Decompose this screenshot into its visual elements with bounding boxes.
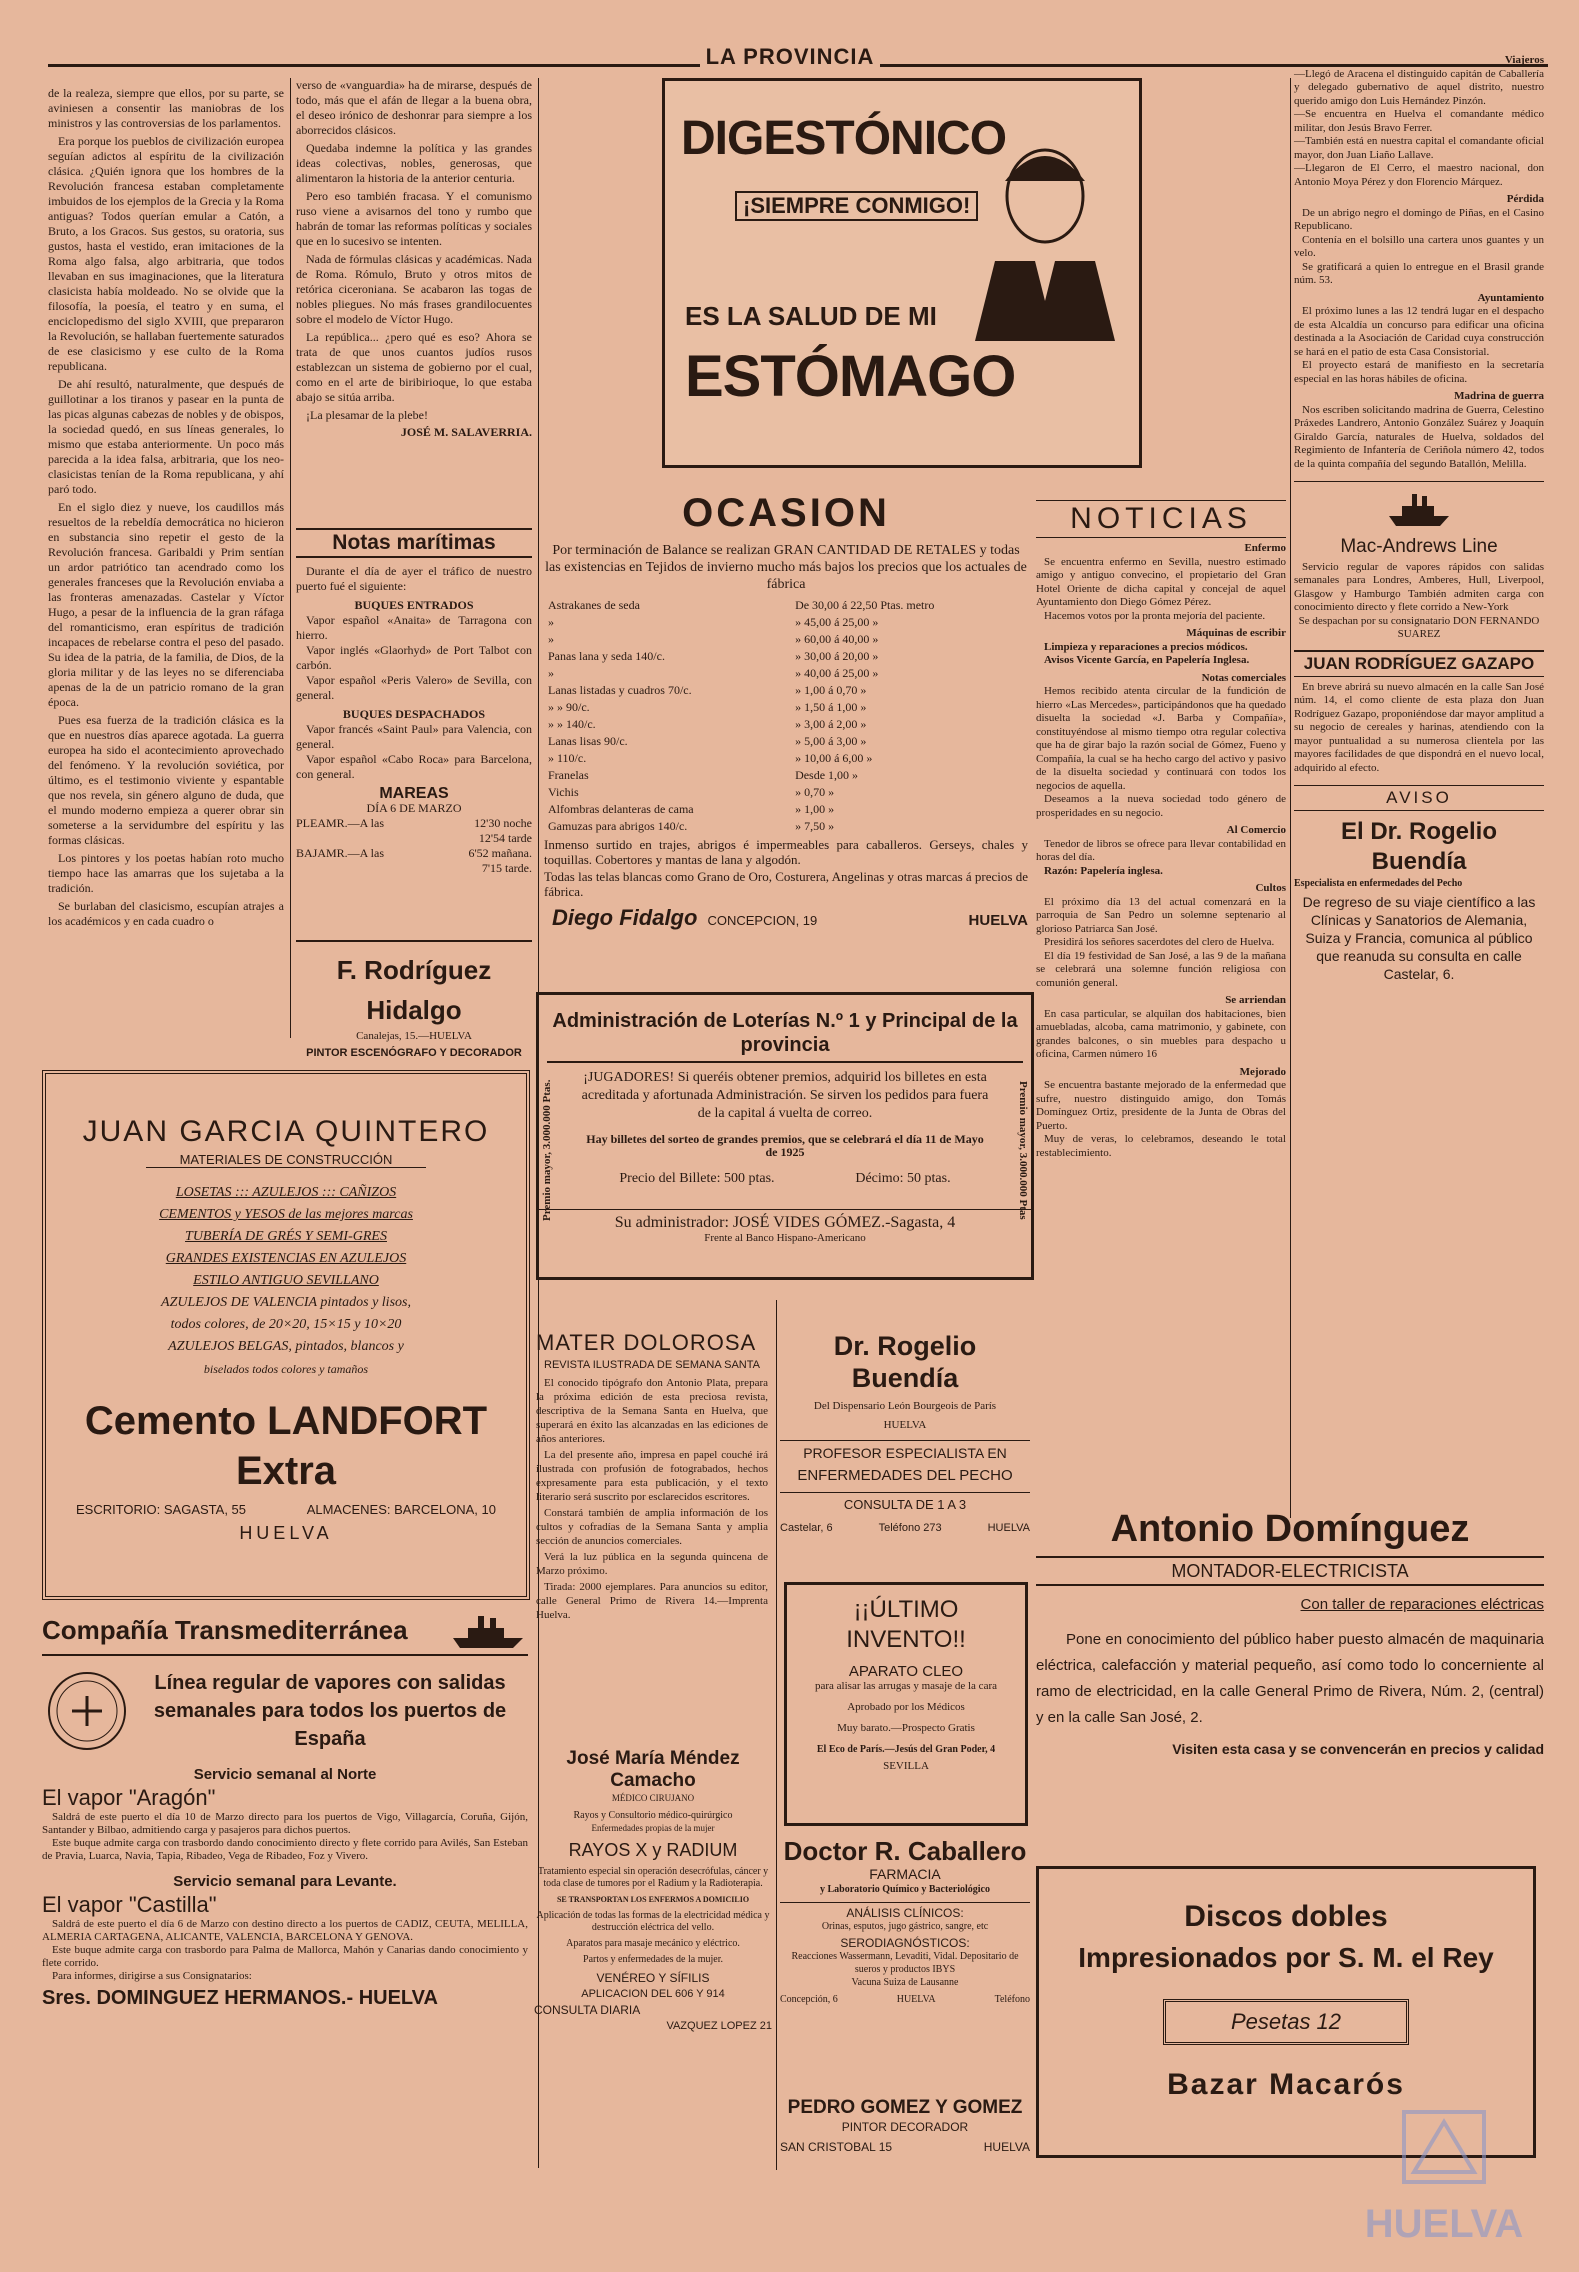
ad-slogan: ¡SIEMPRE CONMIGO!: [735, 191, 978, 221]
ad-spec: ENFERMEDADES DEL PECHO: [797, 1467, 1013, 1484]
news-heading: Mejorado: [1239, 1065, 1286, 1078]
price-item: Vichis: [548, 785, 579, 799]
ad-sorteo: Hay billetes del sorteo de grandes premios, que se celebrará el día 11 de Mayo de 1925: [586, 1132, 984, 1159]
price-item: Astrakanes de seda: [548, 598, 640, 612]
news-heading: Ayuntamiento: [1477, 291, 1544, 304]
article-paragraph: de la realeza, siempre que ellos, por su parte, se aviniesen a consentir las maniobras de los ministros y las controversias de los parlamentos.: [48, 86, 284, 130]
ad-title: Administración de Loterías N.º 1 y Principal de la provincia: [547, 1009, 1023, 1063]
pleamar-time: 12'30 noche: [474, 816, 532, 830]
ad-decimo: Décimo: 50 ptas.: [855, 1171, 951, 1186]
news-paragraph: El proyecto estará de manifiesto en la secretaría especial en las horas hábiles de oficina.: [1294, 359, 1544, 385]
ad-city: HUELVA: [896, 1994, 936, 2005]
ad-address: SAN CRISTOBAL 15: [780, 2140, 893, 2154]
news-paragraph: Se gratificará a quien lo entregue en el Brasil grande núm. 53.: [1294, 260, 1544, 286]
noticias-column: [1036, 500, 1286, 1460]
levante-paragraph: Para informes, dirigirse a sus Consignatarios:: [52, 1970, 252, 1982]
news-paragraph: Hacemos votos por la pronta mejoría del paciente.: [1044, 609, 1266, 622]
ad-visit: Visiten esta casa y se convencerán en precios y calidad: [1172, 1741, 1544, 1757]
norte-paragraph: Este buque admite carga con trasbordo dando conocimiento directo y flete corrido para Avilés, San Esteban de Pravia, Luarca, Navia, Tapia, Ribadeo, Vega de Ribadeo, Foz y Vivero.: [42, 1837, 528, 1862]
price-value: » 0,70 »: [795, 785, 835, 799]
news-paragraph: Tenedor de libros se ofrece para llevar contabilidad en horas del día.: [1036, 837, 1286, 863]
ad-ultimo-invento: [784, 1582, 1028, 1826]
ad-product-line: ESTILO ANTIGUO SEVILLANO: [193, 1273, 379, 1288]
ad-approved: Aprobado por los Médicos: [847, 1701, 965, 1713]
price-item: »: [548, 615, 554, 629]
news-heading: Máquinas de escribir: [1186, 627, 1286, 639]
news-paragraph: Nos escriben solicitando madrina de Guerra, Celestino Práxedes Landrero, Antonio González Suárez y Joaquín Giraldo García, naturales de Huelva, soldados del Regimiento de Infantería de Ceriñola número 42, todos de la quinta compañía del segundo Batallón, Melilla.: [1294, 403, 1544, 470]
price-item: » 110/c.: [548, 751, 587, 765]
price-item: »: [548, 666, 554, 680]
ad-product-line: AZULEJOS BELGAS, pintados, blancos y: [168, 1339, 404, 1354]
norte-title: Servicio semanal al Norte: [193, 1766, 377, 1783]
ad-subtitle: REVISTA ILUSTRADA DE SEMANA SANTA: [544, 1359, 760, 1371]
ad-prof: PROFESOR ESPECIALISTA EN: [780, 1440, 1030, 1461]
ad-buendia-pecho: [780, 1330, 1030, 1560]
news-heading: Notas comerciales: [1201, 671, 1286, 684]
ad-city: HUELVA: [987, 1522, 1030, 1534]
ad-address: Canalejas, 15.—HUELVA: [356, 1030, 472, 1042]
news-paragraph: Se encuentra bastante mejorado de la enfermedad que sufre, nuestro distinguido amigo, don Tomás Domínguez Ortiz, presidente de la Junta de Obras del Puerto.: [1036, 1079, 1286, 1132]
article-paragraph: En el siglo diez y nueve, los caudillos más resueltos de la rebeldía democrática no hicieron en substancia sino repetir el gesto de la Revolución francesa. Garibaldi y Prim sentían un ardor patriótico tan acendrado como los generales franceses que la Revolución enviaba a las fronteras amenazadas. Castelar y Víctor Hugo, a pesar de la influencia de la gran ráfaga del romanticismo, eran espíritus de tradición incapaces de rebelarse contra el peso del pasado. Su idea de la patria, de la familia, de Dios, de la gloria militar y de las leyes no se diferenciaba apenas de la de un patricio romano de la gran época.: [48, 500, 284, 709]
notas-maritimas-section: [296, 528, 532, 928]
ad-city: HUELVA: [983, 2140, 1030, 2154]
article-paragraph: La república... ¿pero qué es eso? Ahora se trata de que unos cuantos judíos rusos establezcan un sistema de gobierno por el cual, como en el arte de biribirioque, lo que estaba abajo se sitúa arriba.: [296, 330, 532, 404]
price-row: [544, 750, 1028, 767]
news-paragraph: Contenía en el bolsillo una cartera unos guantes y un velo.: [1294, 233, 1544, 259]
article-paragraph: Pero eso también fracasa. Y el comunismo ruso viene a avisarnos del tono y rumbo que habrán de tomar las reformas políticas y sociales que en lo sucesivo se intenten.: [296, 189, 532, 248]
ship-icon: [448, 1610, 528, 1650]
ad-garcia-quintero: [42, 1070, 530, 1600]
ad-analisis-text: Orinas, esputos, jugo gástrico, sangre, etc: [821, 1921, 989, 1932]
coat-of-arms-icon: [1384, 2102, 1504, 2192]
ad-escritorio: ESCRITORIO: SAGASTA, 55: [76, 1502, 247, 1517]
ad-shop: El Eco de París.—Jesús del Gran Poder, 4: [816, 1744, 996, 1755]
ad-location: Frente al Banco Hispano-Americano: [704, 1232, 866, 1244]
ad-trade: PINTOR DECORADOR: [841, 2120, 969, 2134]
ad-spec: Enfermedades propias de la mujer: [591, 1823, 715, 1833]
news-paragraph: De un abrigo negro el domingo de Piñas, en el Casino Republicano.: [1294, 206, 1544, 232]
ad-consulta: CONSULTA DIARIA: [534, 2003, 641, 2017]
news-paragraph: Razón: Papelería inglesa.: [1044, 864, 1163, 877]
price-value: De 30,00 á 22,50 Ptas. metro: [795, 598, 935, 612]
notas-intro: Durante el día de ayer el tráfico de nuestro puerto fué el siguiente:: [296, 564, 532, 593]
ad-text: ¡JUGADORES! Si queréis obtener premios, adquirid los billetes en esta acreditada y afortunada Administración. Se sirven los pedidos para fuera de la capital á vuelta de correo.: [581, 1070, 989, 1121]
ad-paragraph: Verá la luz pública en la segunda quincena de Marzo próximo.: [536, 1551, 768, 1577]
news-paragraph: Presidirá los señores sacerdotes del clero de Huelva.: [1044, 936, 1275, 948]
pleamar-time: 12'54 tarde: [478, 831, 532, 845]
ad-name: José María Méndez Camacho: [566, 1748, 740, 1791]
entrados-title: BUQUES ENTRADOS: [354, 598, 474, 612]
article-paragraph: De ahí resultó, naturalmente, que después de guillotinar a los tiranos y pasear en la punta de las picas algunas cabezas de nobles y de obispos, la sociedad quedó, en sus líneas generales, lo mismo que estaba anteriormente. Un poco más parecida a la idea falsa, arbitraria, que los neo-clasicistas tenían de la Roma republicana, y ahí paró todo.: [48, 377, 284, 496]
ad-product-line: biselados todos colores y tamaños: [203, 1362, 369, 1376]
news-paragraph: —Llegó de Aracena el distinguido capitán de Caballería y delegado gubernativo de aquel distrito, nuestro querido amigo don Luis Hernández Pinzón.: [1294, 67, 1544, 107]
man-with-glass-illustration: [965, 141, 1125, 341]
notas-title: Notas marítimas: [296, 528, 532, 558]
ad-sub: Del Dispensario León Bourgeois de París: [813, 1400, 997, 1412]
price-value: » 7,50 »: [795, 819, 835, 833]
news-paragraph: Se despachan por su consignatario DON FERNANDO SUAREZ: [1298, 614, 1540, 640]
news-paragraph: Limpieza y reparaciones a precios módicos.: [1044, 640, 1248, 653]
price-row: [544, 716, 1028, 733]
ad-mater-dolorosa: [536, 1330, 768, 1750]
buendia-name: El Dr. Rogelio Buendía: [1340, 818, 1498, 875]
price-item: »: [548, 632, 554, 646]
price-row: [544, 597, 1028, 614]
ad-trade: PINTOR ESCENÓGRAFO Y DECORADOR: [306, 1047, 522, 1059]
price-item: Lanas lisas 90/c.: [548, 734, 628, 748]
ad-name: PEDRO GOMEZ Y GOMEZ: [787, 2097, 1023, 2118]
article-paragraph: Pues esa fuerza de la tradición clásica es la que en nuestros días aparece agotada. La guerra europea ha sido el acontecimiento aprovechado del fenómeno. Y la revolución soviética, por último, es el testimonio viviente y espantable que nos revela, sin género alguno de duda, que el mundo moderno empieza a querer obrar sin someterse a la servidumbre del espíritu y las formas clásicas.: [48, 713, 284, 847]
price-value: » 1,50 á 1,00 »: [795, 700, 867, 714]
entrado-item: Vapor español «Peris Valero» de Sevilla, con general.: [296, 673, 532, 702]
article-paragraph: Era porque los pueblos de civilización europea seguían adictos al espíritu de la civilización clásica. ¿Quién ignora que los hombres de la Revolución francesa estaban completamente imbuidos de los ejemplos de la Grecia y la Roma antiguas? Todos querían emular a Catón, a Bruto, a los Gracos. Sus gestos, su oratoria, sus gustos, hasta el vestido, eran imitaciones de la Roma algo falsa, algo arbitraria, que todos llevaban en sus imaginaciones, que la literatura clasicista había moldeado. No se olvide que la filosofía, la poesía, el teatro y en suma, el enciclopedismo del siglo XVIII, que prepararon la Revolución, se hallaban fuertemente saturados de ese clasicismo y ese culto de la Roma republicana.: [48, 134, 284, 373]
ad-paragraph: Constará también de amplia información de los cultos y cofradías de la Semana Santa y amplia sección de anuncios comerciales.: [536, 1507, 768, 1547]
ad-line-2: ESTÓMAGO: [685, 344, 1016, 409]
price-value: » 1,00 »: [795, 802, 835, 816]
price-item: Alfombras delanteras de cama: [548, 802, 694, 816]
ad-side-text: Premio mayor, 3.000.000 Ptas.: [541, 1079, 553, 1221]
ad-extra: Inmenso surtido en trajes, abrigos é impermeables para caballeros. Gerseys, chales y toquillas. Cobertores y mantas de lana y algodón.: [544, 837, 1028, 867]
price-item: » » 140/c.: [548, 717, 596, 731]
entrado-item: Vapor español «Anaita» de Tarragona con hierro.: [296, 613, 532, 642]
news-paragraph: El próximo lunes a las 12 tendrá lugar en el despacho de esta Alcaldía un concurso para edificar una oficina destinada a la Asociación de Caridad cuya construcción se hará en el patio de esta Casa Consistorial.: [1294, 305, 1544, 358]
ad-name: JUAN GARCIA QUINTERO: [82, 1115, 490, 1148]
price-item: Gamuzas para abrigos 140/c.: [548, 819, 688, 833]
ad-name: Antonio Domínguez: [1110, 1508, 1470, 1550]
ad-transmediterranea: [42, 1610, 528, 2170]
news-paragraph: —Llegaron de El Cerro, el maestro nacional, don Antonio Moya Pérez y don Florencio Márquez.: [1294, 162, 1544, 188]
ad-analisis: ANÁLISIS CLÍNICOS:: [780, 1902, 1030, 1920]
news-paragraph: —Se encuentra en Huelva el comandante médico militar, don Jesús Bravo Ferrer.: [1294, 108, 1544, 134]
ad-admin: Su administrador: JOSÉ VIDES GÓMEZ.-Sagasta, 4: [539, 1209, 1031, 1232]
news-heading: Enfermo: [1244, 542, 1286, 554]
ad-product: APARATO CLEO: [848, 1663, 964, 1680]
ad-line-1: ES LA SALUD DE MI: [685, 301, 937, 331]
ad-city: HUELVA: [239, 1523, 333, 1543]
column-divider: [290, 78, 291, 1038]
ad-title: Impresionados por S. M. el Rey: [1078, 1942, 1494, 1973]
ad-consulta: CONSULTA DE 1 A 3: [780, 1492, 1030, 1512]
masthead-title: LA PROVINCIA: [700, 44, 880, 70]
price-value: » 30,00 á 20,00 »: [795, 649, 879, 663]
ad-product-line: GRANDES EXISTENCIAS EN AZULEJOS: [165, 1251, 407, 1266]
ad-paragraph: El conocido tipógrafo don Antonio Plata, prepara la próxima edición de esta preciosa revista, descriptiva de la Semana Santa en Huelva, que superará en éxito las alcanzadas en las ediciones de años anteriores.: [536, 1377, 768, 1445]
news-paragraph: —También está en nuestra capital el comandante oficial mayor, don Juan Liaño Lallave.: [1294, 135, 1544, 161]
ad-aplic: APLICACION DEL 606 Y 914: [581, 1988, 725, 2000]
article-paragraph: Los pintores y los poetas habían roto mucho tiempo hace las amarras que los sujetaba a la tradición.: [48, 851, 284, 895]
price-row: [544, 767, 1028, 784]
news-heading: Se arriendan: [1225, 994, 1286, 1006]
ad-line: Línea regular de vapores con salidas semanales para todos los puertos de España: [153, 1672, 507, 1750]
news-heading: Cultos: [1255, 882, 1286, 894]
ad-name: Doctor R. Caballero: [783, 1836, 1027, 1866]
levante-paragraph: Saldrá de este puerto el día 6 de Marzo con destino directo a los puertos de CADIZ, CEUTA, MELILLA, ALMERIA CARTAGENA, ALICANTE, VALENCIA, BARCELONA Y GENOVA.: [42, 1918, 528, 1943]
ad-trade: MONTADOR-ELECTRICISTA: [1036, 1556, 1544, 1586]
ad-vacuna: Vacuna Suiza de Lausanne: [851, 1977, 959, 1988]
column-divider: [776, 1300, 777, 2170]
news-paragraph: En breve abrirá su nuevo almacén en la calle San José núm. 14, el como cliente de esta plaza don Juan Rodríguez Gazapo, proponiéndose dar mayor amplitud a su negocio de cereales y harinas, atendiendo con la mayor puntualidad a su numerosa clientela por las mayores facilidades de que dispondrá en el nuevo local, adquirido al efecto.: [1294, 680, 1544, 774]
despachado-item: Vapor francés «Saint Paul» para Valencia, con general.: [296, 722, 532, 751]
entrado-item: Vapor inglés «Glaorhyd» de Port Talbot con carbón.: [296, 643, 532, 672]
ad-address: VAZQUEZ LOPEZ 21: [666, 2020, 772, 2032]
ad-title: DIGESTÓNICO: [681, 112, 1007, 165]
despachados-title: BUQUES DESPACHADOS: [342, 707, 486, 721]
ad-title: MATER DOLOROSA: [536, 1330, 757, 1355]
ad-almacenes: ALMACENES: BARCELONA, 10: [306, 1502, 496, 1517]
ad-city: HUELVA: [883, 1419, 927, 1431]
price-row: [544, 614, 1028, 631]
levante-title: Servicio semanal para Levante.: [173, 1873, 397, 1890]
ad-city: HUELVA: [968, 912, 1028, 929]
ad-name: F. Rodríguez Hidalgo: [336, 955, 492, 1025]
article-paragraph: Quedaba indemne la política y las grandes ideas colectivas, nobles, generosas, que alimentaron la historia de la anterior centuria.: [296, 141, 532, 185]
buendia-spec: Especialista en enfermedades del Pecho: [1294, 878, 1463, 889]
price-row: [544, 818, 1028, 835]
ad-paragraph: SE TRANSPORTAN LOS ENFERMOS A DOMICILIO: [556, 1895, 750, 1904]
price-value: » 5,00 á 3,00 »: [795, 734, 867, 748]
ad-intro: Por terminación de Balance se realizan GRAN CANTIDAD DE RETALES y todas las existencias en Tejidos de invierno mucho más bajos los precios que los actuales de fábrica: [545, 543, 1027, 592]
bajamar-label: BAJAMR.—A las: [296, 846, 385, 860]
ad-title: MÉDICO CIRUJANO: [611, 1793, 695, 1803]
price-value: » 10,00 á 6,00 »: [795, 751, 873, 765]
ad-text: Pone en conocimiento del público haber puesto almacén de maquinaria eléctrica, calefacción y material pequeño, así como todo lo concerniente al ramo de electricidad, en la calle General Primo de Rivera, Núm. 2, (central) y en la calle San José, 2.: [1036, 1631, 1544, 1726]
ad-sub: Con taller de reparaciones eléctricas: [1300, 1596, 1544, 1613]
price-row: [544, 784, 1028, 801]
gazapo-title: JUAN RODRÍGUEZ GAZAPO: [1294, 650, 1544, 677]
bajamar-time: 6'52 mañana.: [468, 846, 532, 860]
ad-phone: Teléfono 273: [878, 1522, 942, 1534]
article-signature: JOSÉ M. SALAVERRIA.: [400, 425, 532, 439]
price-item: Panas lana y seda 140/c.: [548, 649, 665, 663]
ad-agents: Sres. DOMINGUEZ HERMANOS.- HUELVA: [42, 1987, 438, 2009]
price-row: [544, 733, 1028, 750]
ad-address: Concepción, 6: [780, 1994, 838, 2005]
news-heading: Al Comercio: [1226, 824, 1286, 836]
noticias-title: NOTICIAS: [1036, 500, 1286, 538]
mareas-date: DÍA 6 DE MARZO: [366, 801, 462, 815]
article-paragraph: verso de «vanguardia» ha de mirarse, después de todo, más que el afán de llegar a la buena obra, el deseo irónico de deshonrar para siempre a los aborrecidos clásicos.: [296, 78, 532, 137]
article-paragraph: Nada de fórmulas clásicas y académicas. Nada de Roma. Rómulo, Bruto y otros mitos de retórica ciceroniana. Se acabaron las togas de nobles pliegues. No más frases grandilocuentes sobre el modelo de Víctor Hugo.: [296, 252, 532, 326]
ad-title: Discos dobles: [1184, 1900, 1388, 1933]
ad-name: Dr. Rogelio Buendía: [833, 1331, 977, 1393]
column-divider: [1290, 78, 1291, 1518]
ad-ocasion: [538, 484, 1034, 976]
buendia-text: De regreso de su viaje científico a las Clínicas y Sanatorios de Alemania, Suiza y Francia, comunica al público que reanuda su consulta en calle Castelar, 6.: [1302, 893, 1536, 982]
ad-lab: y Laboratorio Químico y Bacteriológico: [820, 1884, 990, 1895]
ad-loterias: [536, 992, 1034, 1280]
ad-product-list: [46, 1182, 526, 1380]
news-paragraph: El próximo día 13 del actual comenzará en la parroquia de San Pedro un solemne septenario al glorioso Patriarca San José.: [1036, 895, 1286, 935]
price-row: [544, 801, 1028, 818]
ship-icon: [1384, 490, 1454, 530]
ad-cheap: Muy barato.—Prospecto Gratis: [837, 1722, 975, 1734]
ad-phone: Teléfono: [994, 1994, 1030, 2005]
mareas-title: MAREAS: [379, 785, 449, 802]
ad-digestonico: [662, 78, 1142, 468]
ad-cemento: Cemento LANDFORT Extra: [84, 1399, 488, 1493]
news-heading: Pérdida: [1506, 193, 1544, 205]
ad-paragraph: Tirada: 2000 ejemplares. Para anuncios su editor, calle General Primo de Rivera 14.—Imprenta Huelva.: [536, 1581, 768, 1621]
bajamar-time: 7'15 tarde.: [481, 861, 532, 875]
price-row: [544, 699, 1028, 716]
news-paragraph: Muy de veras, lo celebramos, deseando le total restablecimiento.: [1036, 1133, 1286, 1159]
levante-ship: El vapor "Castilla": [42, 1892, 217, 1917]
price-item: Lanas listadas y cuadros 70/c.: [548, 683, 692, 697]
ad-side-text: Premio mayor, 3.000.000 Ptas: [1017, 1080, 1029, 1220]
ad-antonio-dominguez: [1036, 1506, 1544, 1816]
ad-precio: Precio del Billete: 500 ptas.: [619, 1171, 775, 1186]
ad-city: SEVILLA: [883, 1760, 929, 1772]
ad-title: OCASION: [682, 491, 890, 535]
price-value: » 45,00 á 25,00 »: [795, 615, 879, 629]
price-value: » 40,00 á 25,00 »: [795, 666, 879, 680]
ad-price: Pesetas 12: [1163, 1999, 1409, 2045]
ad-rodriguez-hidalgo: [296, 940, 532, 1059]
ad-venereo: VENÉREO Y SÍFILIS: [596, 1971, 710, 1985]
ad-product-line: CEMENTOS y YESOS de las mejores marcas: [159, 1207, 413, 1222]
company-emblem-icon: [42, 1666, 132, 1756]
ad-name: Compañía Transmediterránea: [42, 1614, 408, 1645]
price-value: » 1,00 á 0,70 »: [795, 683, 867, 697]
news-paragraph: Hemos recibido atenta circular de la fundición de hierro «Las Mercedes», participándonos que ha quedado disuelta la sociedad «J. Barba y Compañía», constituyéndose al mismo tiempo otra regular colectiva que ha de girar bajo la razón social de Gómez, Fueno y Compañía, la cual se ha hecho cargo del activo y pasivo de la disuelta sociedad y continuará con todos los negocios de aquella.: [1036, 685, 1286, 792]
news-heading: Madrina de guerra: [1454, 390, 1544, 402]
price-value: » 3,00 á 2,00 »: [795, 717, 867, 731]
news-heading: Viajeros: [1504, 54, 1544, 66]
pleamar-label: PLEAMR.—A las: [296, 816, 385, 830]
ad-sub: MATERIALES DE CONSTRUCCIÓN: [146, 1152, 426, 1168]
ad-pedro-gomez: [780, 2096, 1030, 2176]
news-paragraph: En casa particular, se alquilan dos habitaciones, bien amuebladas, alcoba, cama matrimonio, y gabinete, con grandes balcones, o sin muebles para despacho u oficina, Carmen número 16: [1036, 1007, 1286, 1060]
macandrews-title: Mac-Andrews Line: [1340, 535, 1498, 557]
news-paragraph: El día 19 festividad de San José, a las 9 de la mañana se celebrará una solemne función religiosa con comunión general.: [1036, 949, 1286, 989]
ad-extra: Todas las telas blancas como Grano de Oro, Costurera, Angelinas y otras marcas á precios de fábrica.: [544, 869, 1028, 899]
price-row: [544, 682, 1028, 699]
ad-firm: Diego Fidalgo: [552, 905, 698, 930]
ad-paragraph: Tratamiento especial sin operación desecrófulas, cáncer y toda clase de tumores por el Radium y la Radioterapia.: [537, 1866, 769, 1889]
news-paragraph: Avisos Vicente García, en Papelería Inglesa.: [1044, 654, 1250, 666]
ad-product-line: TUBERÍA DE GRÉS Y SEMI-GRES: [185, 1229, 387, 1244]
ad-title: ¡¡ÚLTIMO INVENTO!!: [846, 1596, 966, 1653]
price-row: [544, 665, 1028, 682]
levante-paragraph: Este buque admite carga con trasbordo para Palma de Mallorca, Mahón y Canarias dando conocimiento y flete corrido.: [42, 1944, 528, 1969]
norte-ship: El vapor "Aragón": [42, 1785, 216, 1810]
ad-shop: Bazar Macarós: [1167, 2068, 1405, 2101]
ad-paragraph: La del presente año, impresa en papel couché irá ilustrada con profusión de fotograbados, hechos expresamente para esta publicación, y el texto literario será suscrito por esclarecidos escritores.: [536, 1449, 768, 1503]
despachado-item: Vapor español «Cabo Roca» para Barcelona, con general.: [296, 752, 532, 781]
ad-address: CONCEPCION, 19: [707, 913, 818, 928]
ad-rayos: RAYOS X y RADIUM: [568, 1840, 738, 1860]
ad-paragraph: Partos y enfermedades de la mujer.: [583, 1954, 723, 1965]
article-paragraph: Se burlaban del clasicismo, escupían atrajes a los académicos y en cada cuadro o: [48, 899, 284, 928]
norte-paragraph: Saldrá de este puerto el día 10 de Marzo directo para los puertos de Vigo, Villagarcía, Coruña, Gijón, Santander y Bilbao, admitiendo carga y pasajeros para dichos puertos.: [42, 1811, 528, 1836]
ad-sero-text: Reacciones Wassermann, Levaditi, Vidal. Depositario de sueros y productos IBYS: [791, 1951, 1019, 1975]
price-item: » » 90/c.: [548, 700, 590, 714]
aviso-title: AVISO: [1294, 785, 1544, 811]
news-paragraph: Se encuentra enfermo en Sevilla, nuestro estimado amigo y antiguo convecino, el propietario del Gran Hotel Oriente de dicha capital y concejal de aquel Ayuntamiento don Diego Gómez Pérez.: [1036, 555, 1286, 608]
ad-farmacia: FARMACIA: [869, 1866, 941, 1882]
price-item: Franelas: [548, 768, 589, 782]
price-row: [544, 631, 1028, 648]
article-column-1: [48, 86, 284, 1046]
ad-product-line: LOSETAS ::: AZULEJOS ::: CAÑIZOS: [175, 1185, 397, 1200]
price-row: [544, 648, 1028, 665]
ad-mendez-camacho: [534, 1748, 772, 2168]
ad-product-line: todos colores, de 20×20, 15×15 y 10×20: [170, 1317, 402, 1332]
price-value: » 60,00 á 40,00 »: [795, 632, 879, 646]
ad-product-line: AZULEJOS DE VALENCIA pintados y lisos,: [161, 1295, 411, 1310]
article-paragraph: ¡La plesamar de la plebe!: [306, 408, 428, 422]
ad-spec: Rayos y Consultorio médico-quirúrgico: [573, 1810, 733, 1821]
news-paragraph: Servicio regular de vapores rápidos con salidas semanales para Londres, Amberes, Hull, Liverpool, Glasgow y Hamburgo También admiten carga con conocimiento directo y flete corrido a New-York: [1294, 560, 1544, 613]
right-column: [1294, 54, 1544, 1520]
price-value: Desde 1,00 »: [795, 768, 859, 782]
stamp-text: HUELVA: [1364, 2202, 1524, 2246]
news-paragraph: Deseamos a la nueva sociedad todo género de prosperidades en su negocio.: [1036, 793, 1286, 819]
ad-desc: para alisar las arrugas y masaje de la cara: [814, 1680, 997, 1692]
ad-sero: SERODIAGNÓSTICOS:: [840, 1936, 970, 1950]
ad-address: Castelar, 6: [780, 1522, 833, 1534]
price-table: [544, 597, 1028, 835]
article-column-2: [296, 78, 532, 518]
ad-paragraph: Aparatos para masaje mecánico y eléctrico.: [566, 1938, 740, 1949]
ad-caballero: [780, 1836, 1030, 2086]
ad-paragraph: Aplicación de todas las formas de la electricidad médica y destrucción eléctrica del vello.: [536, 1910, 770, 1933]
huelva-library-stamp: [1349, 2102, 1539, 2252]
